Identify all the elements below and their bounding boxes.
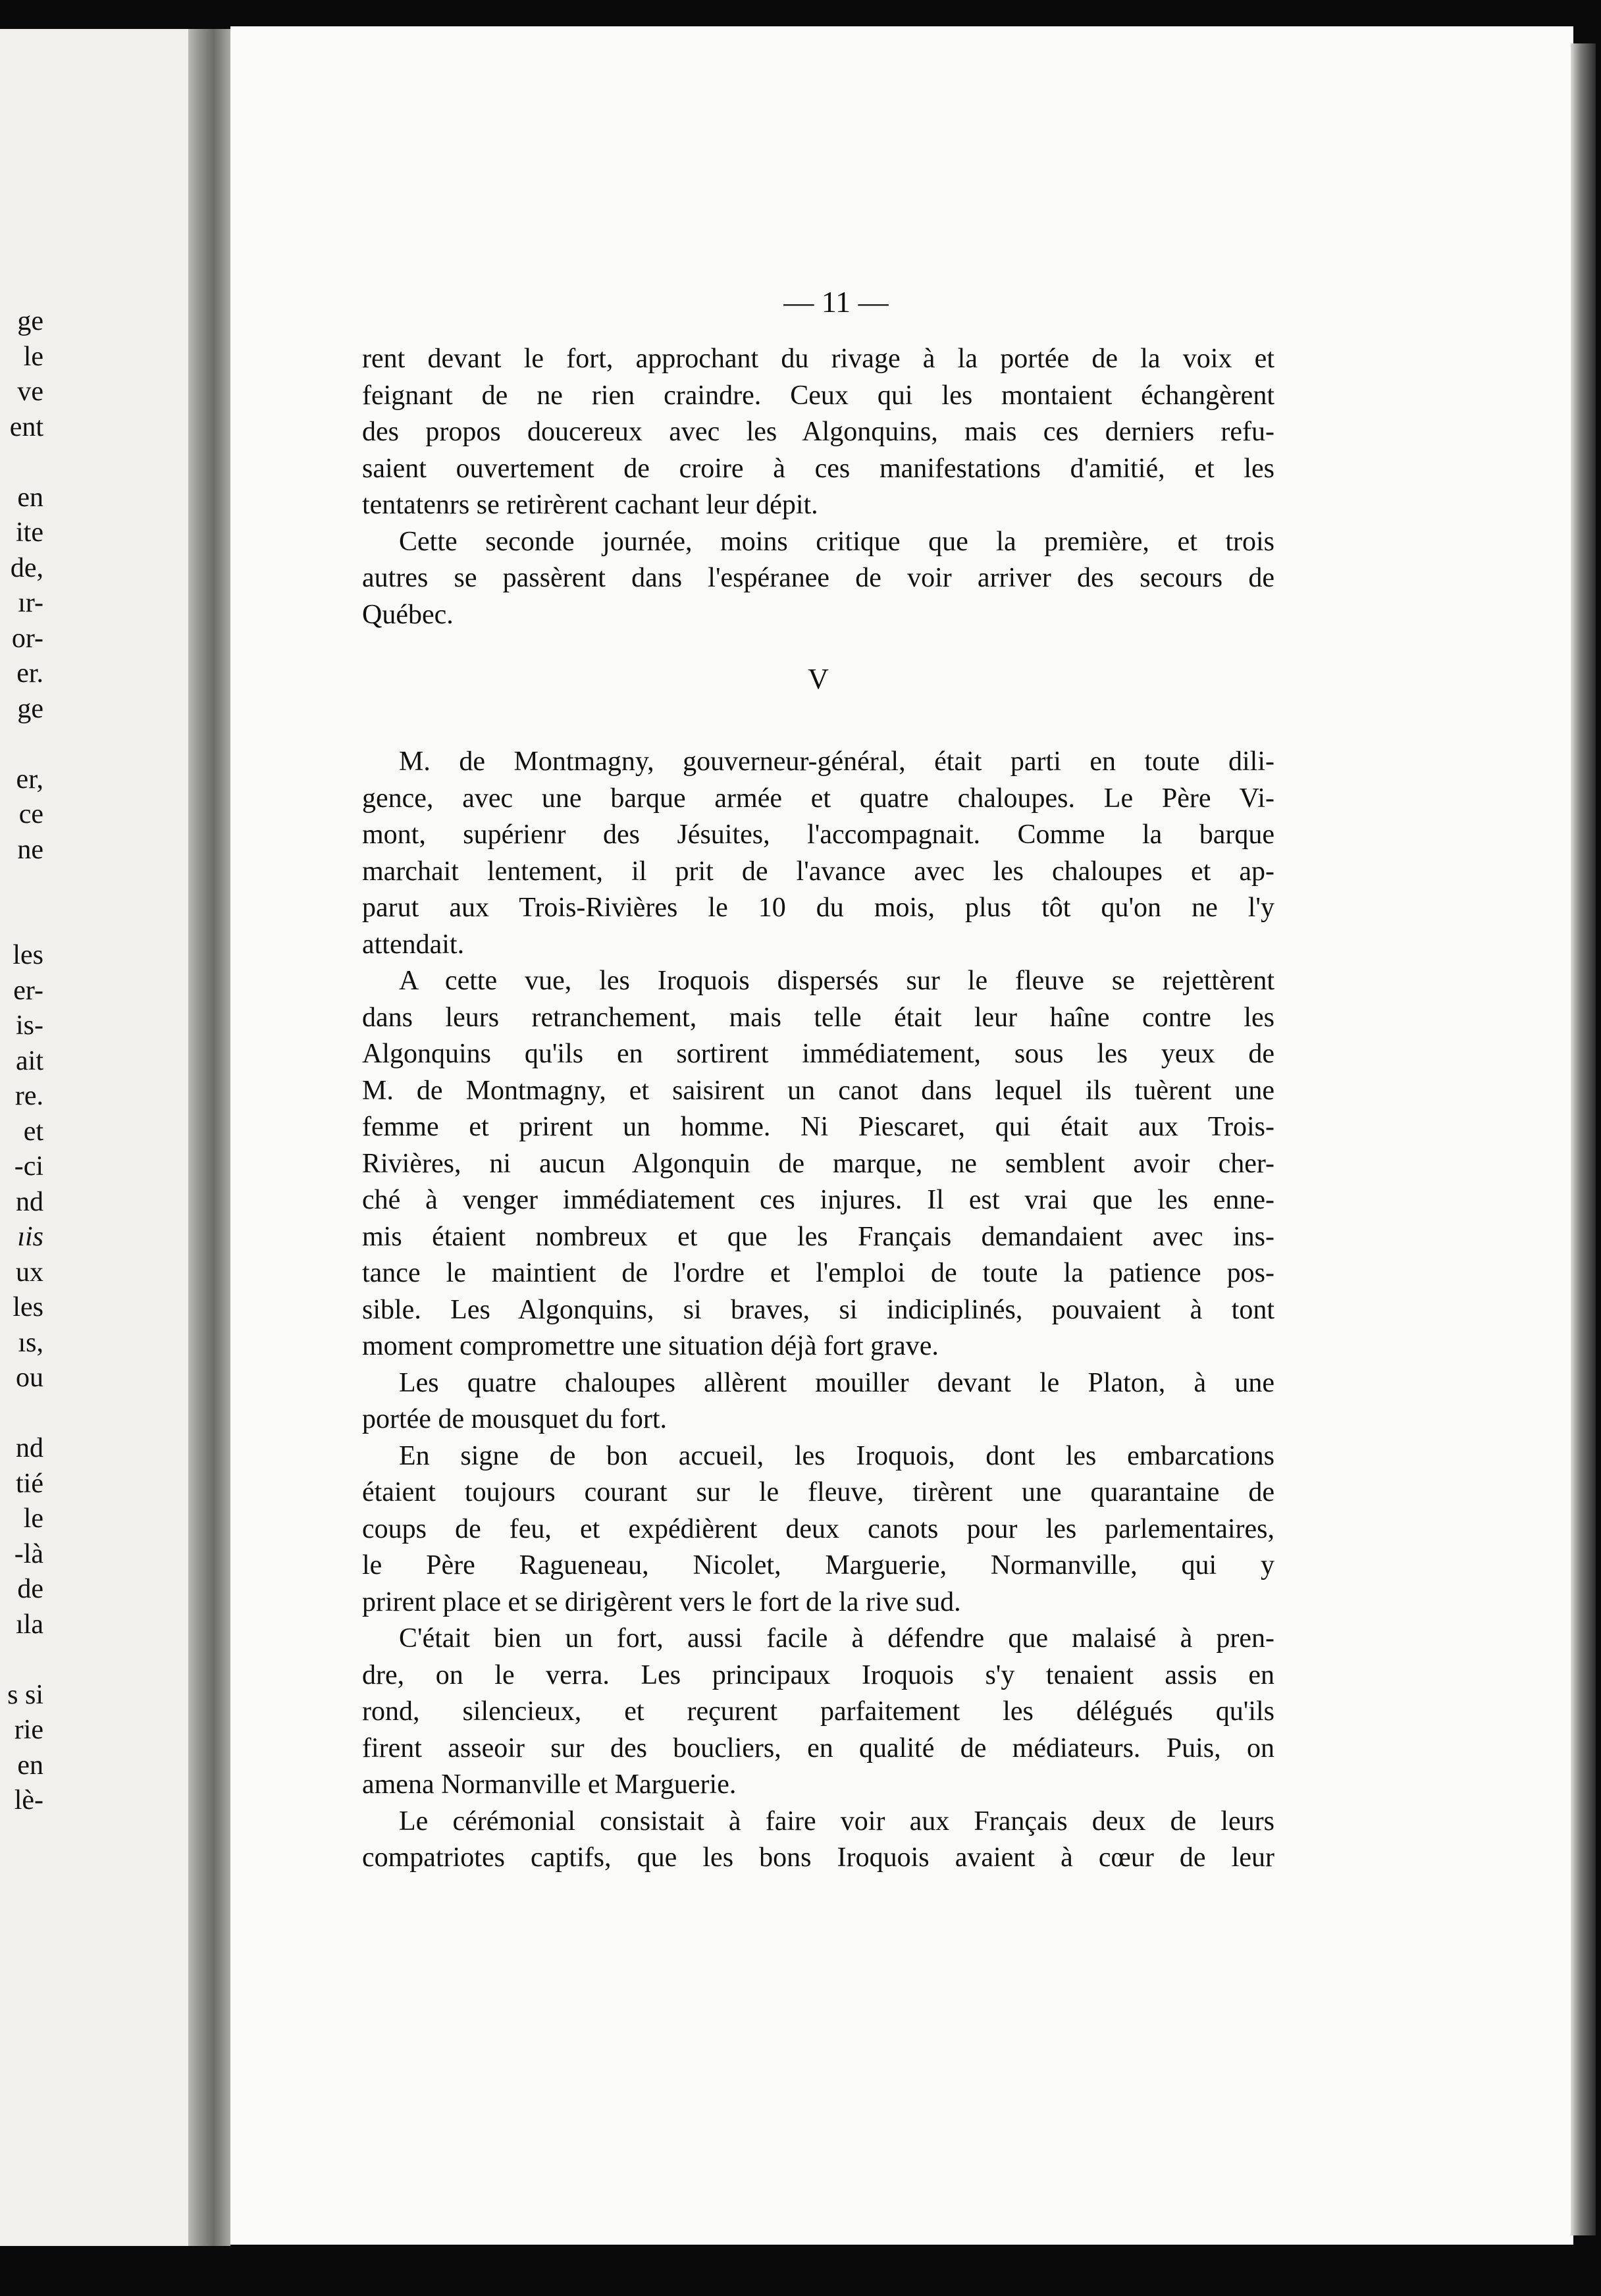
previous-page-line: er. bbox=[16, 658, 43, 689]
previous-page-line: ne bbox=[17, 834, 43, 865]
previous-page-line: les bbox=[13, 940, 43, 970]
paragraph bbox=[362, 1804, 1274, 1877]
text-line: attendait. bbox=[362, 929, 465, 960]
text-line: femme et prirent un homme. Ni Piescaret, qui était aux Trois- bbox=[362, 1112, 1274, 1142]
previous-page-line: en bbox=[17, 1750, 43, 1781]
paragraph bbox=[362, 963, 1274, 1365]
text-line: Québec. bbox=[362, 599, 454, 630]
previous-page-line: -ci bbox=[14, 1151, 43, 1182]
text-line: En signe de bon accueil, les Iroquois, dont les embarcations bbox=[399, 1440, 1274, 1471]
page-number: — 11 — bbox=[783, 285, 889, 319]
paragraph bbox=[362, 1438, 1274, 1621]
previous-page-line: ıs, bbox=[18, 1327, 43, 1358]
previous-page-line: ge bbox=[17, 693, 43, 724]
previous-page-line: ux bbox=[16, 1257, 43, 1288]
previous-page-line: rie bbox=[14, 1715, 43, 1745]
text-line: coups de feu, et expédièrent deux canots pour les parlementaires, bbox=[362, 1513, 1274, 1544]
previous-page-line: ent bbox=[9, 411, 43, 442]
text-line: prirent place et se dirigèrent vers le fort de la rive sud. bbox=[362, 1586, 961, 1617]
text-line: mis étaient nombreux et que les Français demandaient avec ins- bbox=[362, 1221, 1274, 1252]
text-line: Le cérémonial consistait à faire voir aux Français deux de leurs bbox=[399, 1806, 1274, 1837]
text-line: portée de mousquet du fort. bbox=[362, 1404, 668, 1434]
previous-page-line: le bbox=[23, 341, 43, 372]
paragraph bbox=[362, 1365, 1274, 1438]
text-line: ché à venger immédiatement ces injures. Il est vrai que les enne- bbox=[362, 1185, 1274, 1215]
text-line: tance le maintient de l'ordre et l'emploi de toute la patience pos- bbox=[362, 1258, 1274, 1288]
paragraph bbox=[362, 744, 1274, 963]
text-line: Cette seconde journée, moins critique que la première, et trois bbox=[399, 526, 1274, 557]
text-line: mont, supérienr des Jésuites, l'accompagnait. Comme la barque bbox=[362, 820, 1274, 850]
text-line: sible. Les Algonquins, si braves, si indiciplinés, pouvaient à tont bbox=[362, 1294, 1274, 1325]
text-line: rent devant le fort, approchant du rivage à la portée de la voix et bbox=[362, 344, 1274, 374]
previous-page-line: nd bbox=[16, 1186, 43, 1217]
previous-page-line: ır- bbox=[18, 588, 43, 618]
previous-page-edge bbox=[0, 29, 191, 2246]
previous-page-line: en bbox=[17, 482, 43, 513]
previous-page-line: ou bbox=[16, 1363, 43, 1393]
previous-page-line: er- bbox=[13, 975, 43, 1006]
previous-page-line: tié bbox=[16, 1468, 43, 1499]
paragraph bbox=[362, 1621, 1274, 1804]
previous-page-line: ve bbox=[17, 377, 43, 407]
paragraph bbox=[362, 341, 1274, 524]
section-heading: V bbox=[808, 663, 829, 695]
previous-page-line: ait bbox=[16, 1045, 43, 1076]
previous-page-line: de bbox=[17, 1574, 43, 1604]
text-line: Rivières, ni aucun Algonquin de marque, ne semblent avoir cher- bbox=[362, 1148, 1274, 1179]
text-line: moment compromettre une situation déjà fort grave. bbox=[362, 1331, 939, 1361]
previous-page-line: or- bbox=[11, 623, 43, 654]
paragraph bbox=[362, 524, 1274, 634]
previous-page-line: le bbox=[23, 1503, 43, 1534]
text-line: des propos doucereux avec les Algonquins, mais ces derniers refu- bbox=[362, 417, 1274, 447]
text-line: rond, silencieux, et reçurent parfaitement les délégués qu'ils bbox=[362, 1696, 1274, 1727]
text-line: gence, avec une barque armée et quatre chaloupes. Le Père Vi- bbox=[362, 783, 1274, 814]
previous-page-line: de, bbox=[10, 552, 43, 583]
previous-page-line: ge bbox=[17, 306, 43, 336]
text-line: feignant de ne rien craindre. Ceux qui les montaient échangèrent bbox=[362, 380, 1274, 411]
previous-page-line: re. bbox=[14, 1081, 43, 1111]
previous-page-text bbox=[0, 29, 191, 2246]
previous-page-line: et bbox=[23, 1116, 43, 1147]
text-line: tentatenrs se retirèrent cachant leur dépit. bbox=[362, 490, 818, 520]
text-line: C'était bien un fort, aussi facile à défendre que malaisé à pren- bbox=[399, 1623, 1274, 1654]
previous-page-line: ıis bbox=[17, 1222, 43, 1252]
text-line: saient ouvertement de croire à ces manifestations d'amitié, et les bbox=[362, 453, 1274, 484]
text-line: dans leurs retranchement, mais telle était leur haîne contre les bbox=[362, 1002, 1274, 1033]
book-gutter bbox=[188, 29, 230, 2246]
text-line: Les quatre chaloupes allèrent mouiller devant le Platon, à une bbox=[399, 1367, 1274, 1398]
previous-page-line: nd bbox=[16, 1433, 43, 1463]
text-line: autres se passèrent dans l'espéranee de voir arriver des secours de bbox=[362, 563, 1274, 593]
text-line: dre, on le verra. Les principaux Iroquois s'y tenaient assis en bbox=[362, 1659, 1274, 1690]
page-right-edge bbox=[1571, 43, 1596, 2235]
text-line: firent asseoir sur des boucliers, en qualité de médiateurs. Puis, on bbox=[362, 1733, 1274, 1763]
previous-page-line: er, bbox=[16, 764, 43, 795]
previous-page-line: ite bbox=[16, 517, 43, 548]
page-body bbox=[362, 341, 1274, 1877]
text-line: le Père Ragueneau, Nicolet, Marguerie, Normanville, qui y bbox=[362, 1550, 1274, 1580]
text-line: amena Normanville et Marguerie. bbox=[362, 1769, 737, 1800]
previous-page-line: -là bbox=[14, 1538, 43, 1569]
text-line: M. de Montmagny, et saisirent un canot dans lequel ils tuèrent une bbox=[362, 1075, 1274, 1106]
previous-page-line: s si bbox=[7, 1679, 43, 1710]
text-line: étaient toujours courant sur le fleuve, tirèrent une quarantaine de bbox=[362, 1477, 1274, 1507]
previous-page-line: lè- bbox=[14, 1785, 43, 1815]
previous-page-line: ce bbox=[18, 799, 43, 829]
text-line: parut aux Trois-Rivières le 10 du mois, plus tôt qu'on ne l'y bbox=[362, 893, 1274, 923]
previous-page-line: is- bbox=[16, 1010, 43, 1041]
text-line: Algonquins qu'ils en sortirent immédiatement, sous les yeux de bbox=[362, 1039, 1274, 1069]
previous-page-line: les bbox=[13, 1292, 43, 1322]
text-line: marchait lentement, il prit de l'avance avec les chaloupes et ap- bbox=[362, 856, 1274, 887]
text-line: M. de Montmagny, gouverneur-général, était parti en toute dili- bbox=[399, 746, 1274, 777]
previous-page-line: ıla bbox=[16, 1609, 43, 1640]
text-line: A cette vue, les Iroquois dispersés sur le fleuve se rejettèrent bbox=[399, 966, 1274, 996]
text-line: compatriotes captifs, que les bons Iroquois avaient à cœur de leur bbox=[362, 1842, 1274, 1873]
